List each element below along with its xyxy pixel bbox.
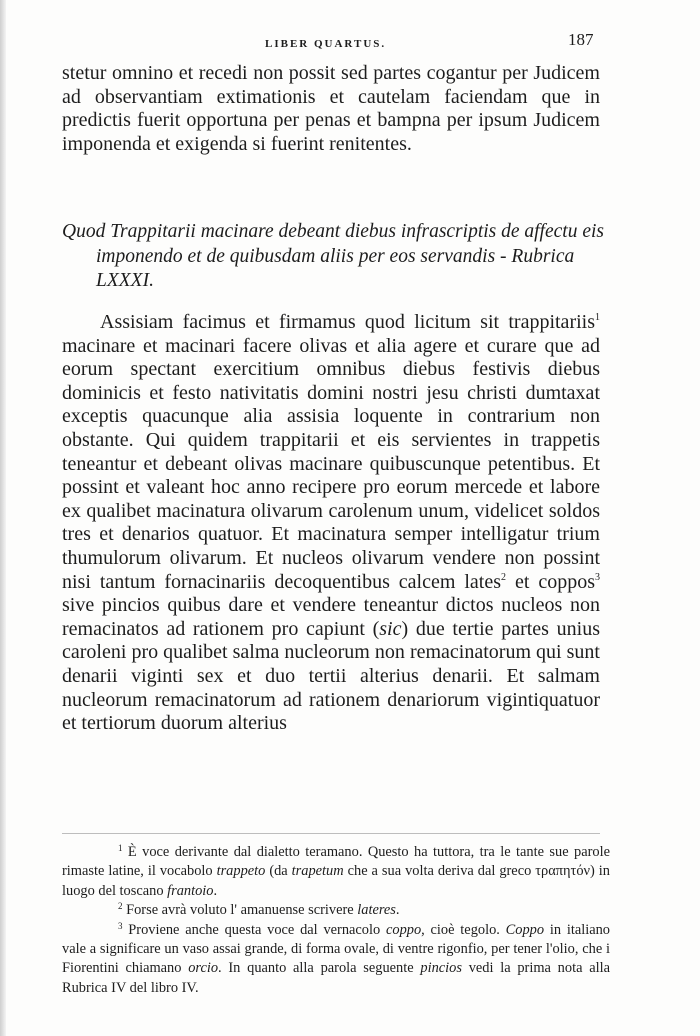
rubric-number: Rubrica LXXXI. xyxy=(96,245,575,291)
footnote-reference-2: 2 xyxy=(501,571,507,583)
page-binding-edge xyxy=(0,0,6,1036)
footnote-text: (da xyxy=(265,863,292,880)
paragraph-segment: et coppos xyxy=(506,570,596,593)
paragraph-segment: ) due tertie partes unius caroleni pro qualibet salma nucleorum non remacinatorum qui sunt denarii viginti sex et duo tertii alterius denarii. Et salmam nucleorum remacinatorum ad rationem denariorum vigintiquatuor et tertiorum duorum alterius xyxy=(62,617,600,735)
footnote-text: Proviene anche questa voce dal vernacolo xyxy=(122,921,386,938)
footnote-text: È voce derivante dal dialetto teramano. Questo ha tuttora, tra le tante sue parole rimaste latine, il vocabolo xyxy=(62,844,610,880)
sic-note: sic xyxy=(379,617,402,640)
paragraph-main xyxy=(62,311,600,736)
footnote-text: . xyxy=(395,902,400,919)
footnote-text: , cioè tegolo. xyxy=(421,921,506,938)
paragraph-segment: Assisiam facimus et firmamus quod licitum sit trappitariis xyxy=(100,311,595,333)
footnotes-section xyxy=(62,843,610,998)
paragraph-segment: sive pincios quibus dare et vendere teneantur dictos nucleos non remacinatos ad rationem pro capiunt ( xyxy=(62,594,600,640)
footnote-italic: pincios xyxy=(420,960,462,977)
footnote-marker: 2 xyxy=(118,901,123,912)
footnote-italic: orcio xyxy=(188,960,219,977)
footnote-italic: trappeto xyxy=(216,863,266,880)
footnote-italic: frantoio xyxy=(167,882,214,899)
rubric-heading xyxy=(62,220,634,294)
paragraph-continuation: stetur omnino et recedi non possit sed partes cogantur per Judicem ad observantiam extimationis et cautelam faciendam que in predictis fuerit opportuna per penas et bampna per ipsum Judicem imponenda et exigenda si fuerint renitentes. xyxy=(62,62,600,155)
footnote-text: che a sua volta deriva dal greco τραπητόν) in luogo del toscano xyxy=(62,863,610,899)
footnote-italic: Coppo xyxy=(505,921,545,938)
footnote-italic: lateres xyxy=(357,902,396,919)
footnote-reference-3: 3 xyxy=(595,571,601,583)
running-title: LIBER QUARTUS. xyxy=(265,38,387,50)
footnote-marker: 3 xyxy=(118,920,123,931)
footnote-reference-1: 1 xyxy=(595,312,600,323)
rubric-heading-text: Quod Trappitarii macinare debeant diebus infrascriptis de affectu eis imponendo et de quibusdam aliis per eos servandis - xyxy=(62,221,604,267)
footnote-marker: 1 xyxy=(118,843,123,853)
footnote-text: . In quanto alla parola seguente xyxy=(218,960,421,977)
page-number: 187 xyxy=(568,30,594,49)
footnote-italic: trapetum xyxy=(291,863,344,880)
footnote-2 xyxy=(62,901,610,920)
footnote-1 xyxy=(62,843,610,901)
footnote-text: in italiano vale a significare un vaso assai grande, di forma ovale, di ventre rigonfio, per tener l'olio, che i Fiorentini chiamano xyxy=(62,921,610,977)
footnote-3 xyxy=(62,921,610,999)
footnote-text: Forse avrà voluto l' amanuense scrivere xyxy=(122,902,358,919)
paragraph-segment: macinare et macinari facere olivas et alia agere et curare que ad eorum spectant exercitium omnibus diebus festivis diebus dominicis et festo nativitatis domini nostri jesu christi dumtaxat exceptis quacunque alia assisia loquente in contrarium non obstante. Qui quidem trappitarii et eis servientes in trappetis teneantur et debeant olivas macinare quibuscunque petentibus. Et possint et valeant hoc anno recipere pro eorum mercede et labore ex qualibet macinatura olivarum carolenum unum, videlicet soldos tres et denarios quatuor. Et macinatura semper intelligatur trium thumulorum olivarum. Et nucleos olivarum vendere non possint nisi tantum fornacinariis decoquentibus calcem lates xyxy=(62,334,600,593)
footnote-divider xyxy=(62,833,600,834)
footnote-text: vedi la prima nota alla Rubrica IV del libro IV. xyxy=(62,960,610,996)
footnote-italic: coppo xyxy=(385,921,422,938)
footnote-text: . xyxy=(213,882,218,899)
